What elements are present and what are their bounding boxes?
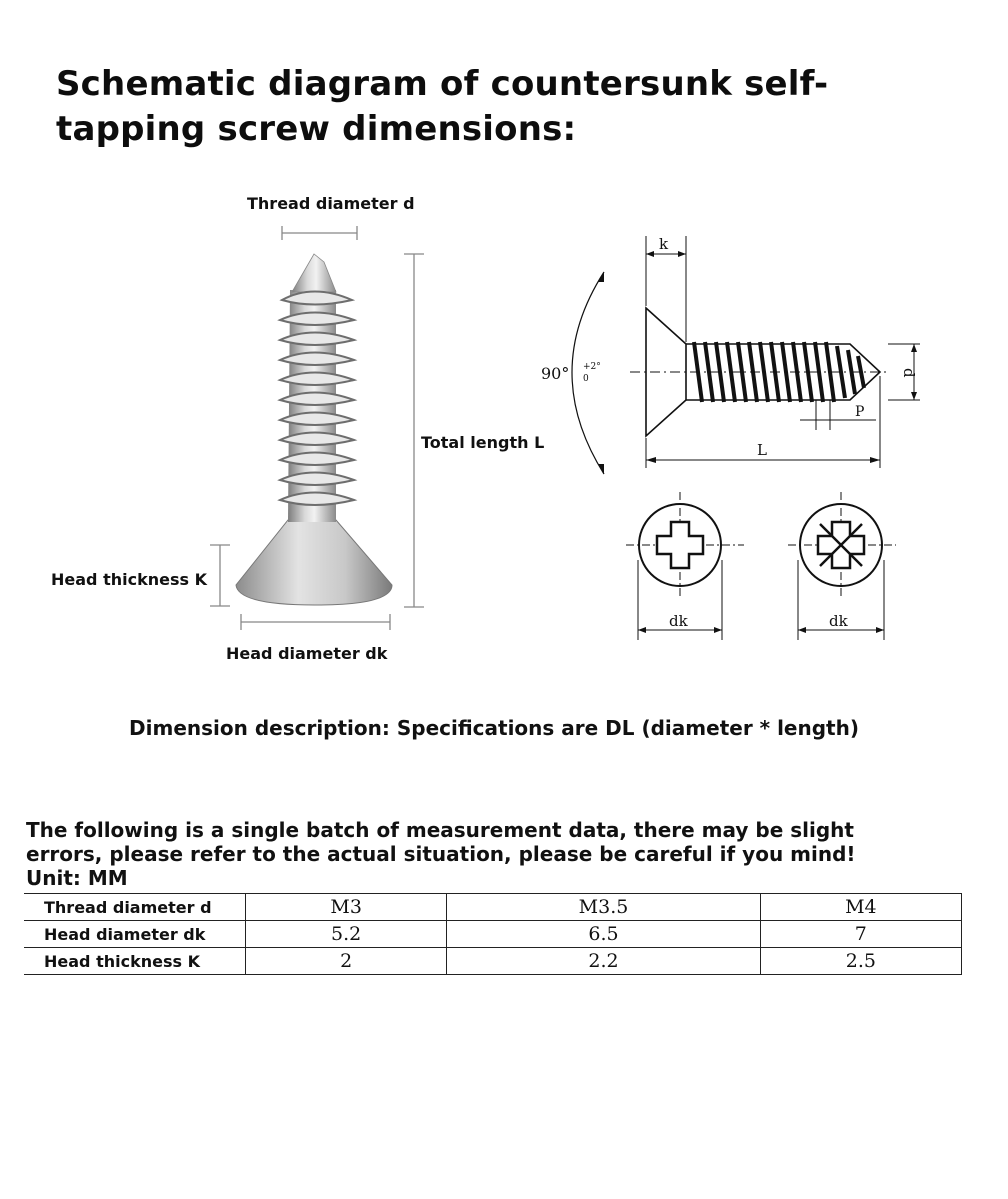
spec-table [24, 893, 962, 975]
p-label: P [855, 404, 865, 420]
total-length-label: Total length L [421, 433, 545, 452]
dimension-description: Dimension description: Specifications are DL (diameter * length) [129, 716, 859, 740]
dk-left-label: dk [669, 612, 688, 630]
page-title: Schematic diagram of countersunk self-tapping screw dimensions: [56, 64, 829, 149]
dk-right-label: dk [829, 612, 848, 630]
table-cell: 2 [246, 948, 447, 975]
note-line-2: errors, please refer to the actual situation, please be careful if you mind! [26, 842, 856, 866]
angle-label: 90° [541, 364, 570, 383]
table-cell: 2.2 [447, 948, 760, 975]
table-cell: 5.2 [246, 921, 447, 948]
head-diameter-label: Head diameter dk [226, 644, 388, 663]
table-cell: 7 [760, 921, 961, 948]
note-line-1: The following is a single batch of measurement data, there may be slight [26, 818, 854, 842]
row-header: Head thickness K [24, 948, 246, 975]
unit-label: Unit: MM [26, 866, 128, 890]
table-row [24, 894, 962, 921]
l-label: L [757, 441, 767, 459]
table-cell: M4 [760, 894, 961, 921]
table-cell: 6.5 [447, 921, 760, 948]
angle-tolerance-upper: +2° [583, 362, 601, 372]
thread-diameter-label: Thread diameter d [247, 194, 415, 213]
head-thickness-label: Head thickness K [51, 570, 207, 589]
row-header: Thread diameter d [24, 894, 246, 921]
row-header: Head diameter dk [24, 921, 246, 948]
angle-tolerance-lower: 0 [583, 374, 589, 384]
table-cell: M3.5 [447, 894, 760, 921]
d-label: d [900, 368, 918, 378]
table-row [24, 921, 962, 948]
measurement-note [26, 818, 986, 890]
table-cell: M3 [246, 894, 447, 921]
table-row [24, 948, 962, 975]
table-cell: 2.5 [760, 948, 961, 975]
k-label: k [659, 235, 669, 253]
